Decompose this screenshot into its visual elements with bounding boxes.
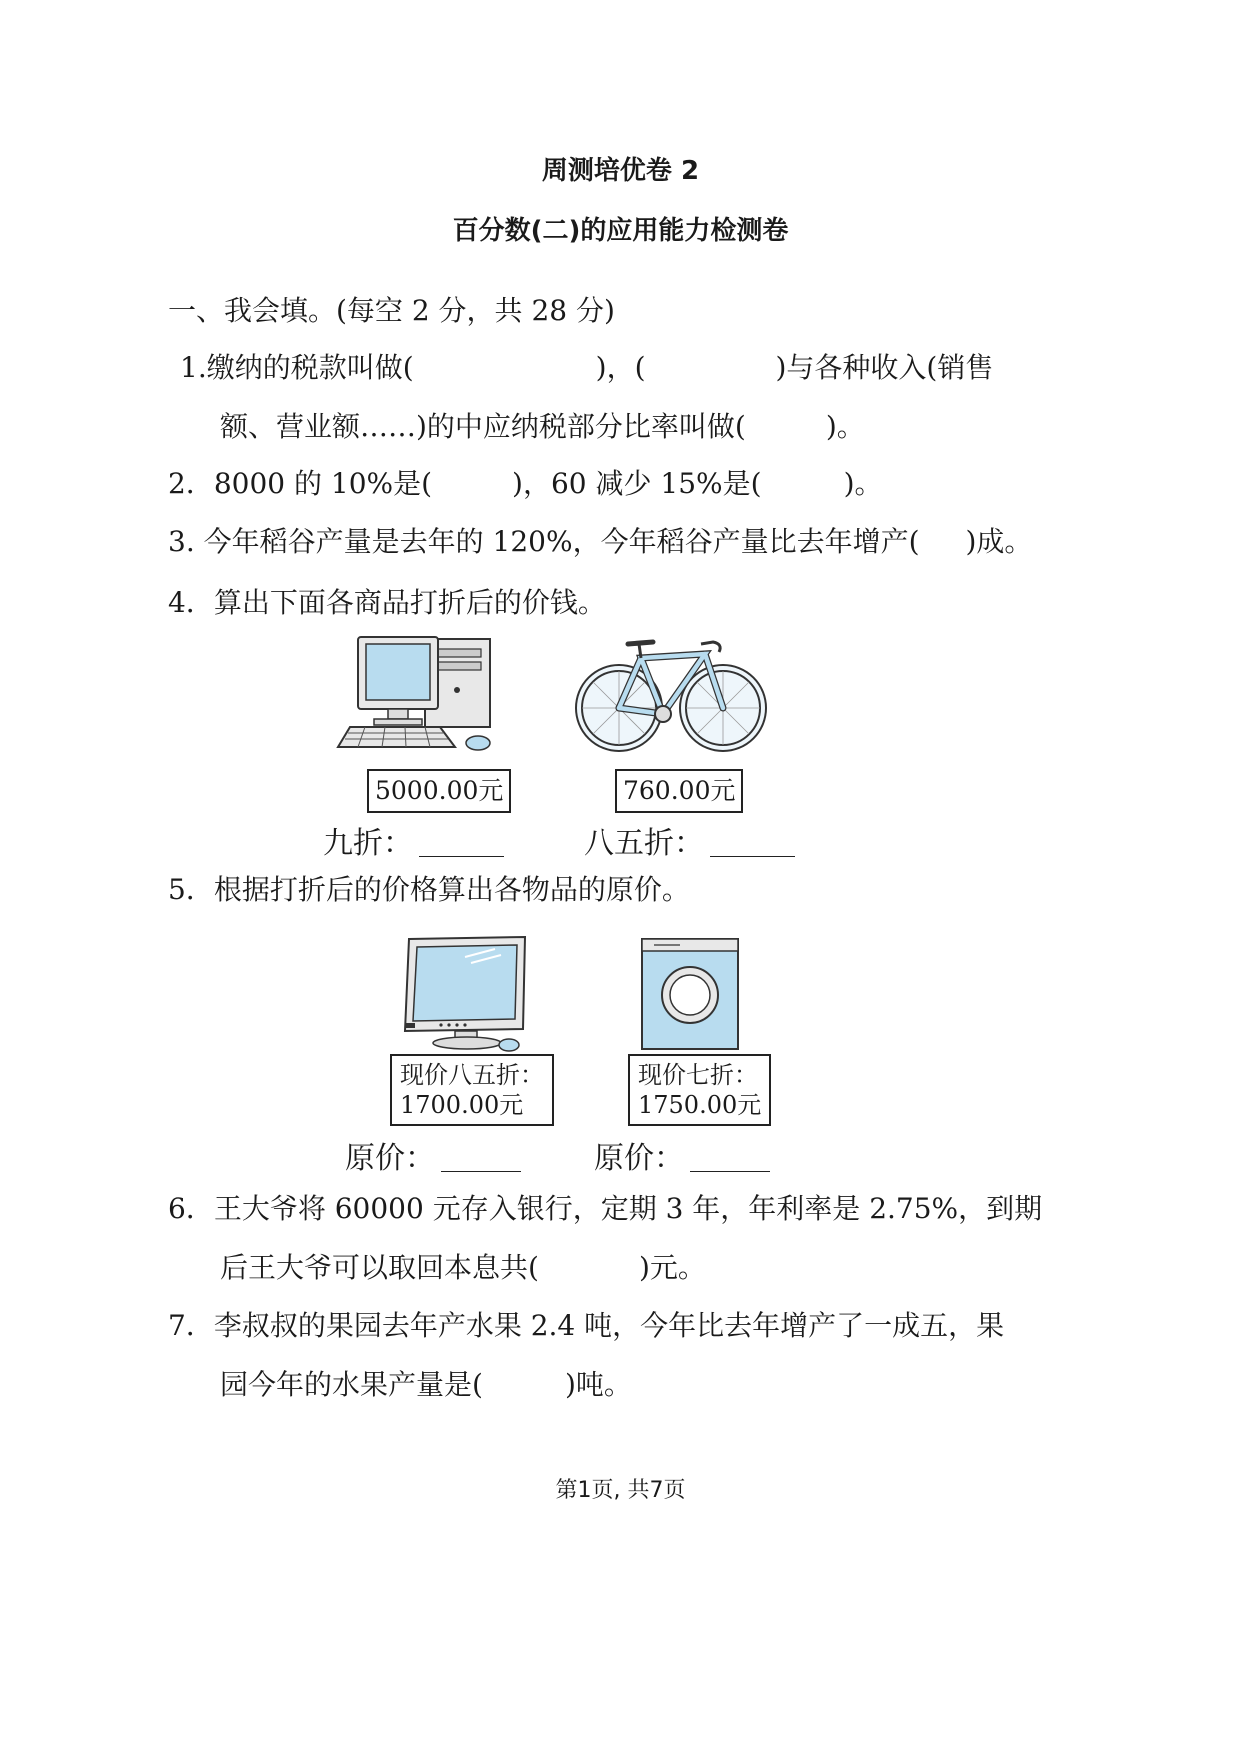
q1-text-a: 1.缴纳的税款叫做( xyxy=(180,351,414,384)
computer-discount-label: 九折： xyxy=(323,826,413,861)
q7-text-a: 园今年的水果产量是( xyxy=(220,1368,483,1401)
q2-text-a: 2．8000 的 10%是( xyxy=(168,467,433,500)
question-4: 4．算出下面各商品打折后的价钱。 xyxy=(168,586,606,619)
monitor-answer-label: 原价： xyxy=(345,1141,435,1176)
washer-discount-text: 现价七折： xyxy=(638,1061,758,1089)
computer-answer-blank[interactable] xyxy=(419,828,504,857)
page-subtitle: 百分数(二)的应用能力检测卷 xyxy=(452,216,789,246)
q1-text-b: )，( xyxy=(595,351,646,384)
page-title: 周测培优卷 2 xyxy=(541,156,700,186)
washer-answer-label: 原价： xyxy=(594,1141,684,1176)
q6-text-b: )元。 xyxy=(638,1251,706,1284)
bicycle-price-box: 760.00元 xyxy=(615,769,743,813)
monitor-original-price-answer xyxy=(345,1133,521,1177)
monitor-discount-text: 现价八五折： xyxy=(400,1061,544,1089)
computer-discount-answer xyxy=(323,818,504,862)
section-heading: 一、我会填。(每空 2 分，共 28 分) xyxy=(168,294,615,327)
question-3 xyxy=(168,524,1032,560)
monitor-current-price-box xyxy=(390,1054,554,1126)
washer-answer-blank[interactable] xyxy=(690,1143,770,1172)
question-2 xyxy=(168,466,883,502)
q3-text-b: )成。 xyxy=(965,525,1033,558)
washer-price-text: 1750.00元 xyxy=(638,1091,762,1119)
washer-original-price-answer xyxy=(594,1133,770,1177)
question-1-line-1 xyxy=(180,350,993,386)
bicycle-discount-answer xyxy=(584,818,795,862)
q2-text-c: )。 xyxy=(843,467,883,500)
q3-text-a: 3. 今年稻谷产量是去年的 120%，今年稻谷产量比去年增产( xyxy=(168,525,920,558)
q1-text-d: 额、营业额……)的中应纳税部分比率叫做( xyxy=(220,410,746,443)
question-6-line-2 xyxy=(220,1250,706,1286)
page-number: 第1页, 共7页 xyxy=(555,1478,686,1503)
q1-text-e: )。 xyxy=(825,410,865,443)
q7-text-b: )吨。 xyxy=(564,1368,632,1401)
question-6-line-1: 6．王大爷将 60000 元存入银行，定期 3 年，年利率是 2.75%，到期 xyxy=(168,1192,1043,1225)
bicycle-discount-label: 八五折： xyxy=(584,826,704,861)
q2-text-b: )，60 减少 15%是( xyxy=(512,467,762,500)
computer-price-box: 5000.00元 xyxy=(367,769,511,813)
monitor-answer-blank[interactable] xyxy=(441,1143,521,1172)
washing-machine-icon xyxy=(640,935,740,1053)
question-7-line-1: 7．李叔叔的果园去年产水果 2.4 吨，今年比去年增产了一成五，果 xyxy=(168,1309,1005,1342)
q1-text-c: )与各种收入(销售 xyxy=(775,351,994,384)
question-1-line-2 xyxy=(220,409,865,445)
bicycle-answer-blank[interactable] xyxy=(710,828,795,857)
q6-text-a: 后王大爷可以取回本息共( xyxy=(220,1251,539,1284)
computer-icon xyxy=(330,635,500,755)
bicycle-icon xyxy=(573,636,768,754)
washer-current-price-box xyxy=(628,1054,771,1126)
question-5: 5．根据打折后的价格算出各物品的原价。 xyxy=(168,873,690,906)
monitor-price-text: 1700.00元 xyxy=(400,1091,524,1119)
monitor-icon xyxy=(395,935,535,1055)
question-7-line-2 xyxy=(220,1367,632,1403)
